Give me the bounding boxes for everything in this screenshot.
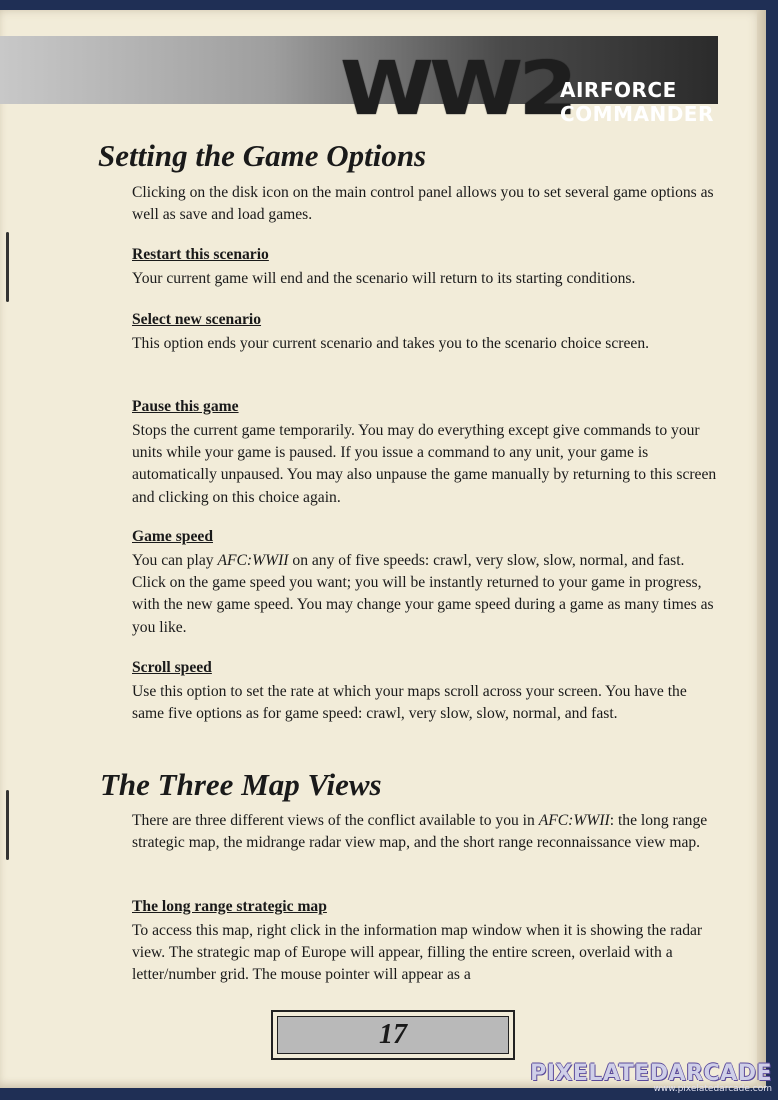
subhead-restart-scenario: Restart this scenario: [132, 246, 269, 263]
binder-hole-mark: [6, 232, 9, 302]
header-band: [0, 36, 718, 132]
game-options-intro: Clicking on the disk icon on the main control panel allows you to set several game options as well as save and load games.: [132, 184, 714, 224]
page-number: 17: [379, 1019, 407, 1050]
manual-page: [0, 10, 764, 1088]
game-speed-body: [132, 550, 722, 639]
subhead-select-scenario: Select new scenario: [132, 311, 262, 328]
page-edge: [757, 10, 766, 1088]
page-number-panel: [277, 1016, 509, 1054]
pause-game-body: Stops the current game temporarily. You may do everything except give commands to your units while your game is paused. If you issue a command to any unit, your game is automatically unpaused. You may also unpause the game manually by returning to this screen and clicking on this choice again.: [132, 422, 717, 506]
game-speed-body-post: on any of five speeds: crawl, very slow, slow, normal, and fast. Click on the game speed you want; you will be instantly returned to your game in progress, with the new game speed. You may change your game speed during a game as many times as you like.: [132, 552, 714, 636]
logo-line-commander: COMMANDER: [560, 102, 714, 126]
subhead-pause-game: Pause this game: [132, 398, 239, 415]
game-title-afc: AFC:WWII: [217, 552, 289, 569]
strategic-map-body: To access this map, right click in the information map window when it is showing the radar view. The strategic map of Europe will appear, filling the entire screen, overlaid with a letter/number grid. The mouse pointer will appear as a: [132, 922, 703, 984]
logo-ww2: WW2: [340, 46, 574, 132]
binder-hole-mark: [6, 790, 9, 860]
section-title-game-options: Setting the Game Options: [98, 138, 427, 173]
watermark-url: www.pixelatedarcade.com: [653, 1084, 772, 1094]
subhead-strategic-map: The long range strategic map: [132, 898, 327, 915]
watermark-brand: PIXELATEDARCADE: [530, 1061, 772, 1086]
game-title-afc: AFC:WWII: [538, 812, 610, 829]
watermark: [530, 1061, 772, 1094]
map-views-intro-post: : the long range strategic map, the midrange radar view map, and the short range reconnaissance view map.: [132, 812, 708, 852]
game-speed-body-pre: You can play: [132, 552, 218, 569]
map-views-intro-pre: There are three different views of the conflict available to you in: [132, 812, 539, 829]
logo-line-airforce: AIRFORCE: [560, 78, 677, 102]
restart-scenario-body: Your current game will end and the scenario will return to its starting conditions.: [132, 270, 636, 287]
subhead-scroll-speed: Scroll speed: [132, 659, 212, 676]
subhead-game-speed: Game speed: [132, 528, 213, 545]
page-number-box: [271, 1010, 515, 1060]
scroll-speed-body: Use this option to set the rate at which your maps scroll across your screen. You have the same five options as for game speed: crawl, very slow, slow, normal, and fast.: [132, 683, 687, 723]
section-title-map-views: The Three Map Views: [100, 767, 382, 802]
map-views-intro: [132, 810, 722, 854]
select-scenario-body: This option ends your current scenario and takes you to the scenario choice screen.: [132, 335, 650, 352]
logo-subtitle: [560, 78, 714, 126]
